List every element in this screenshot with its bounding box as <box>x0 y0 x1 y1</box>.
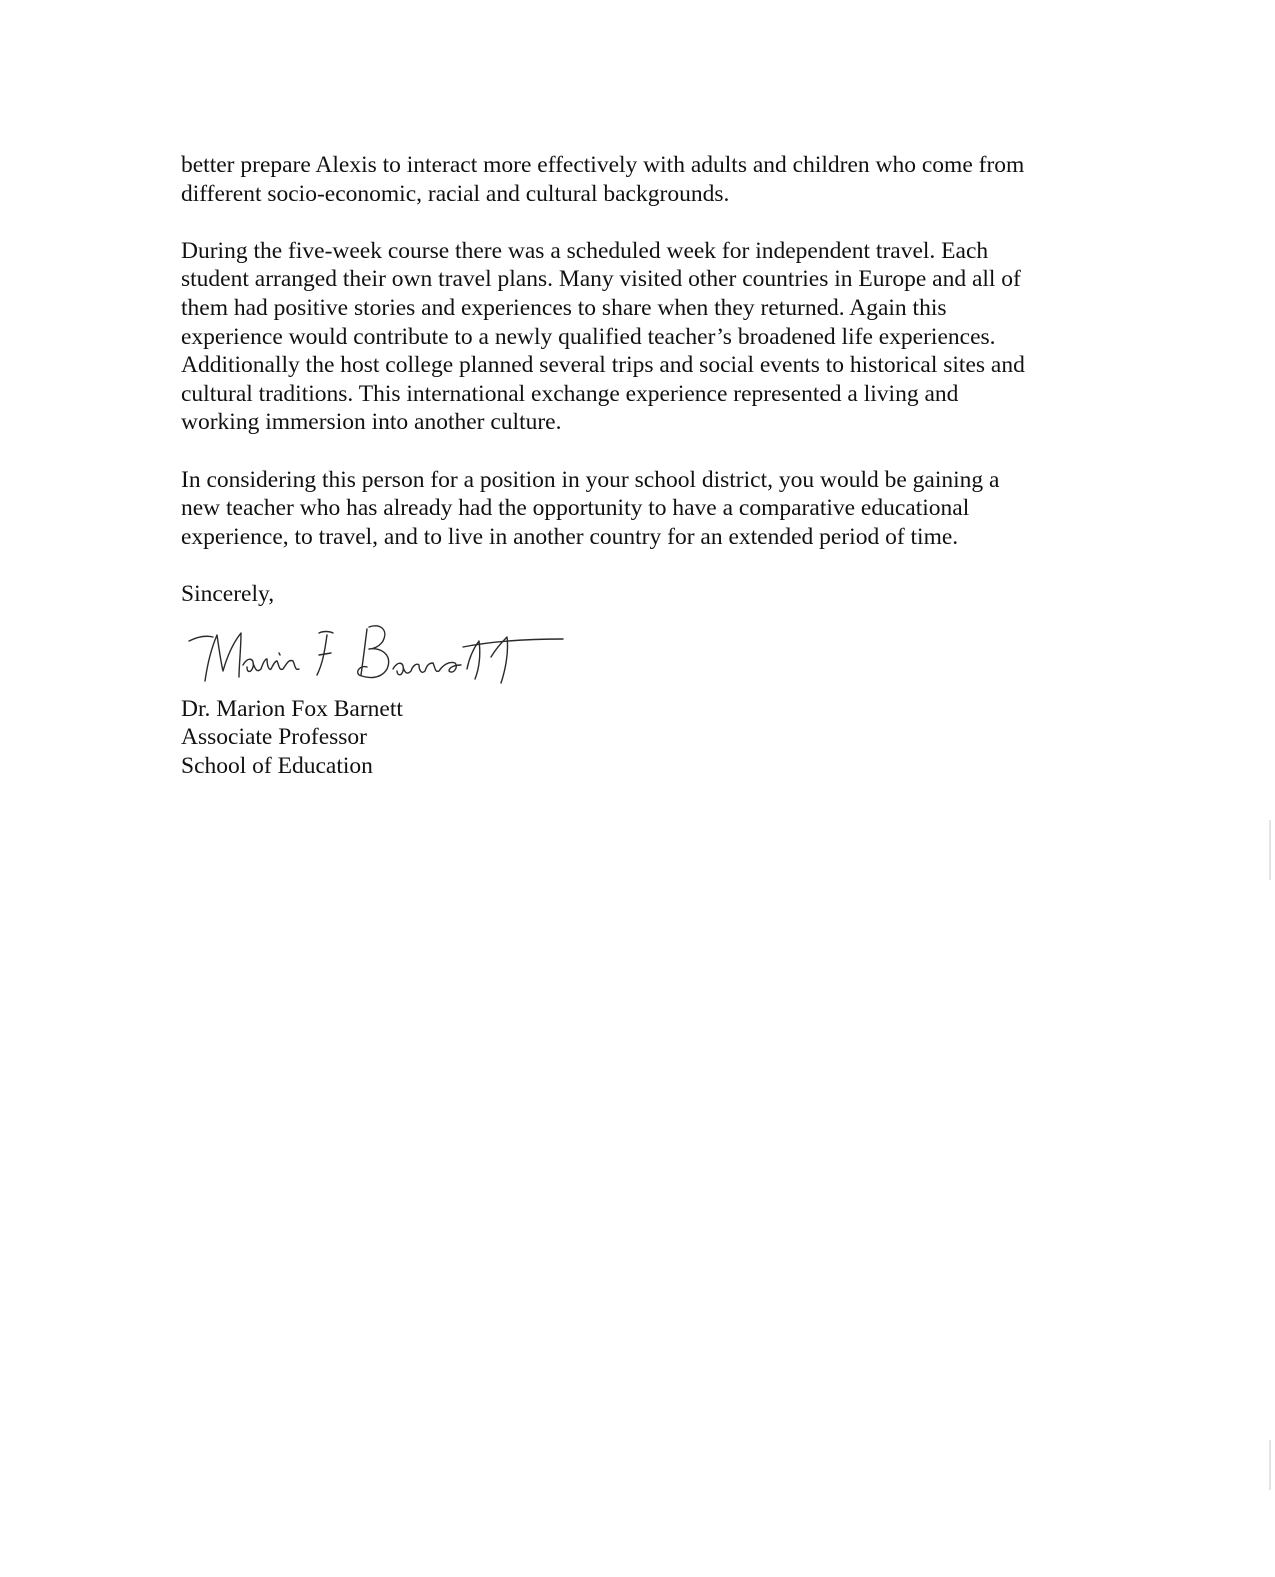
paragraph-3 <box>181 466 1091 552</box>
paragraph-1 <box>181 151 1091 208</box>
paragraph-line: student arranged their own travel plans. Many visited other countries in Europe and all of <box>181 266 1021 293</box>
paragraph-line: experience, to travel, and to live in another country for an extended period of time. <box>181 523 959 550</box>
paragraph-line: different socio-economic, racial and cultural backgrounds. <box>181 180 730 207</box>
paragraph-line: new teacher who has already had the opportunity to have a comparative educational <box>181 495 970 522</box>
closing: Sincerely, <box>181 580 275 607</box>
signer-block <box>181 695 1091 781</box>
signer-title: Associate Professor <box>181 724 368 751</box>
signature <box>181 609 601 695</box>
paragraph-line: In considering this person for a position in your school district, you would be gaining a <box>181 466 1000 493</box>
paragraph-line: working immersion into another culture. <box>181 409 562 436</box>
paragraph-line: cultural traditions. This international exchange experience represented a living and <box>181 380 959 407</box>
scan-edge-mark <box>1269 1440 1271 1490</box>
paragraph-line: During the five-week course there was a scheduled week for independent travel. Each <box>181 237 989 264</box>
paragraph-line: better prepare Alexis to interact more effectively with adults and children who come from <box>181 152 1025 178</box>
paragraph-line: them had positive stories and experiences to share when they returned. Again this <box>181 294 947 321</box>
letter-body <box>181 151 1091 780</box>
handwritten-signature <box>183 619 583 705</box>
paragraph-2 <box>181 237 1091 437</box>
signer-department: School of Education <box>181 752 373 779</box>
signer-name: Dr. Marion Fox Barnett <box>181 695 403 722</box>
paragraph-line: experience would contribute to a newly qualified teacher’s broadened life experiences. <box>181 323 996 350</box>
scan-edge-mark <box>1269 820 1271 880</box>
paragraph-line: Additionally the host college planned several trips and social events to historical sites and <box>181 352 1025 379</box>
